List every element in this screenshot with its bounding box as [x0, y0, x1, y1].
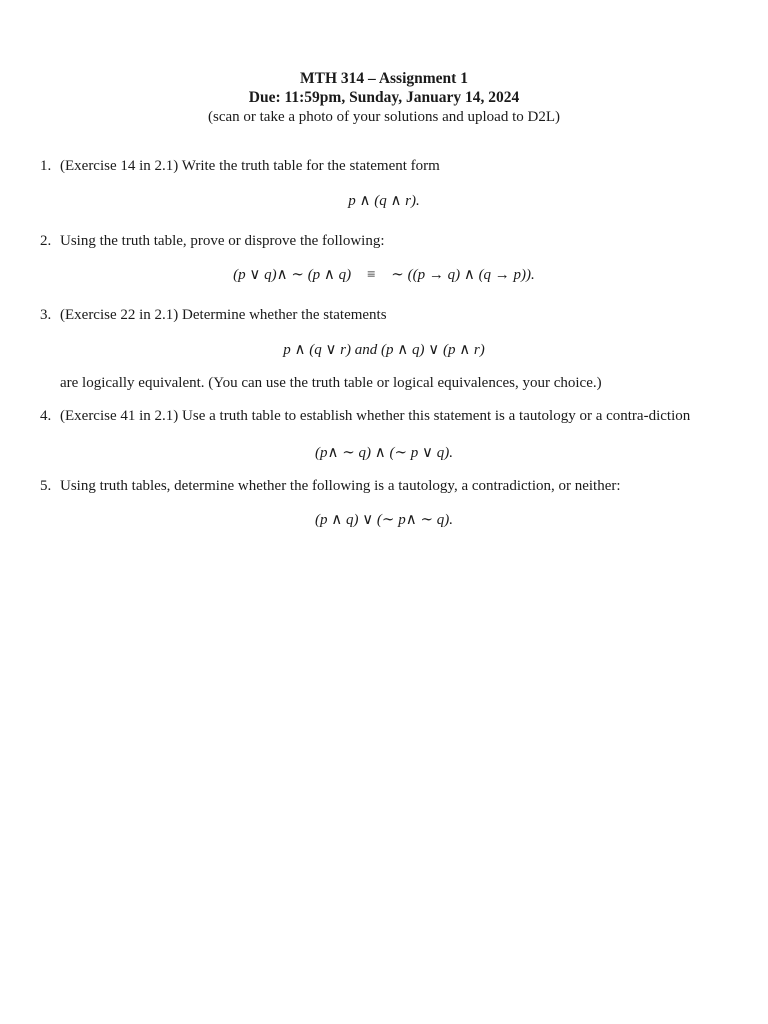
problem-number: 5. [40, 478, 52, 494]
submission-note: (scan or take a photo of your solutions and upload to D2L) [207, 109, 560, 125]
problem-text: (Exercise 22 in 2.1) Determine whether the statements [60, 307, 387, 323]
problem-text: Using truth tables, determine whether the following is a tautology, a contradiction, or neither: [60, 478, 621, 494]
assignment-title: MTH 314 – Assignment 1 [300, 70, 468, 87]
problem-text: (Exercise 41 in 2.1) Use a truth table to establish whether this statement is a tautology or a contra-diction [60, 408, 691, 424]
problem-3-followup: are logically equivalent. (You can use the truth table or logical equivalences, your choice.) [60, 375, 602, 391]
problem-1-formula: p ∧ (q ∧ r). [348, 193, 420, 209]
problem-number: 1. [40, 158, 52, 174]
problem-number: 2. [40, 233, 52, 249]
problem-2-formula: (p ∨ q)∧ ∼ (p ∧ q) ≡ ∼ ((p → q) ∧ (q → p)). [233, 267, 535, 283]
problem-3-formula: p ∧ (q ∨ r) and (p ∧ q) ∨ (p ∧ r) [283, 342, 485, 358]
due-date: Due: 11:59pm, Sunday, January 14, 2024 [248, 89, 520, 106]
problem-number: 3. [40, 307, 52, 323]
problem-text: (Exercise 14 in 2.1) Write the truth table for the statement form [60, 158, 440, 174]
problem-text: Using the truth table, prove or disprove the following: [60, 233, 385, 249]
problem-number: 4. [40, 408, 52, 424]
problem-5-formula: (p ∧ q) ∨ (∼ p∧ ∼ q). [314, 512, 454, 528]
problem-4-formula: (p∧ ∼ q) ∧ (∼ p ∨ q). [314, 445, 454, 461]
